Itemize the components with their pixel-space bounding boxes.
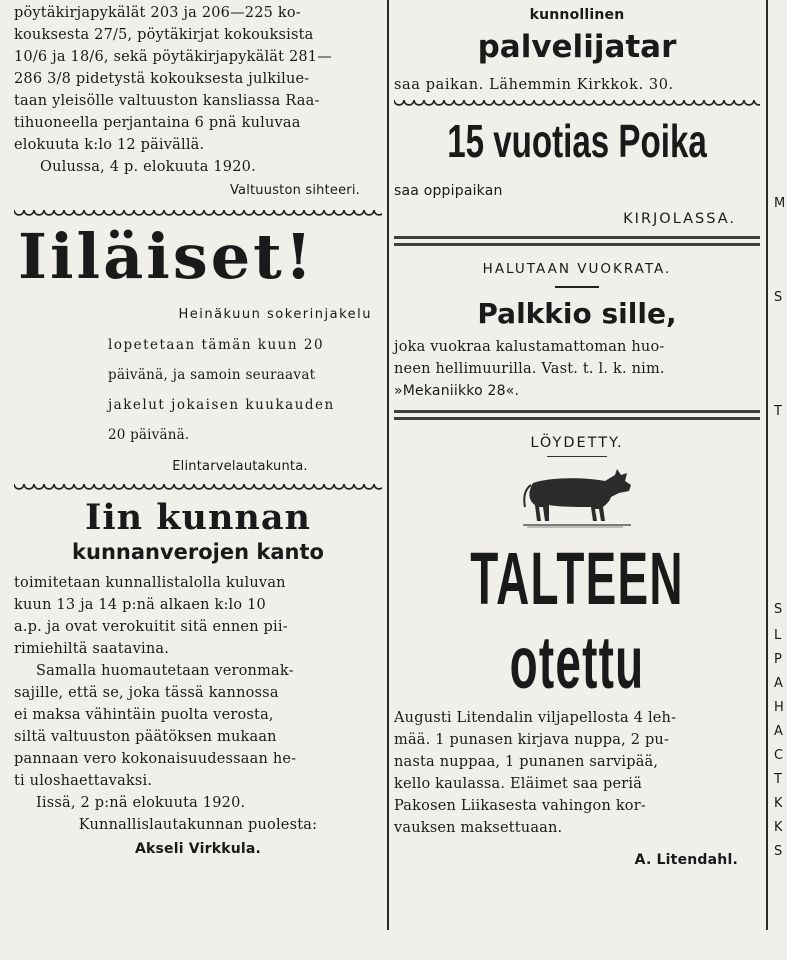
palkkio-title: Palkkio sille, bbox=[477, 297, 677, 330]
talteen-line: nasta nuppaa, 1 punanen sarvipää, bbox=[394, 754, 659, 770]
talteen-line: vauksen maksettuaan. bbox=[394, 820, 563, 836]
separator-double bbox=[394, 236, 760, 246]
talteen-line: mää. 1 punasen kirjava nuppa, 2 pu- bbox=[394, 732, 670, 748]
notice-line: kouksesta 27/5, pöytäkirjat kokouksista bbox=[14, 27, 314, 43]
column-divider-left bbox=[387, 0, 389, 930]
edge-letter: S bbox=[774, 290, 783, 305]
vuokrata-heading: HALUTAAN VUOKRATA. bbox=[482, 261, 672, 277]
edge-letter: P bbox=[774, 652, 782, 667]
edge-letter: S bbox=[774, 844, 783, 859]
edge-letter: C bbox=[774, 748, 784, 763]
edge-letter: K bbox=[774, 796, 783, 811]
edge-letter: K bbox=[774, 820, 783, 835]
tax-line: sajille, että se, joka tässä kannossa bbox=[14, 685, 279, 701]
poika-place: KIRJOLASSA. bbox=[623, 211, 736, 227]
edge-letter: H bbox=[774, 700, 784, 715]
edge-letter: T bbox=[774, 404, 782, 419]
separator-wavy bbox=[14, 210, 382, 220]
notice-line: pöytäkirjapykälät 203 ja 206—225 ko- bbox=[14, 5, 301, 21]
edge-letter: L bbox=[774, 628, 782, 643]
edge-letter: A bbox=[774, 724, 783, 739]
notice-place: Oulussa, 4 p. elokuuta 1920. bbox=[40, 159, 256, 175]
notice-block bbox=[14, 2, 382, 202]
edge-letter: S bbox=[774, 602, 783, 617]
separator-double bbox=[394, 410, 760, 420]
palvelijatar-title: palvelijatar bbox=[477, 29, 677, 65]
notice-line: tihuoneella perjantaina 6 pnä kuluvaa bbox=[14, 115, 301, 131]
sugar-notice bbox=[14, 300, 382, 478]
column-divider-right bbox=[766, 0, 768, 930]
notice-line: 10/6 ja 18/6, sekä pöytäkirjapykälät 281— bbox=[14, 49, 332, 65]
talteen-signature: A. Litendahl. bbox=[634, 852, 738, 868]
palvelijatar-ad bbox=[394, 4, 760, 96]
column-b bbox=[394, 0, 760, 871]
sugar-line: Heinäkuun sokerinjakelu bbox=[178, 307, 372, 322]
palvelijatar-text: saa paikan. Lähemmin Kirkkok. 30. bbox=[394, 77, 674, 93]
tax-line: toimitetaan kunnallistalolla kuluvan bbox=[14, 575, 286, 591]
talteen-line: kello kaulassa. Eläimet saa periä bbox=[394, 776, 643, 792]
tax-place: Iissä, 2 p:nä elokuuta 1920. bbox=[36, 795, 246, 811]
separator-wavy bbox=[14, 484, 382, 494]
iin-subtitle: kunnanverojen kanto bbox=[72, 540, 324, 564]
palkkio-line: neen hellimuurilla. Vast. t. l. k. nim. bbox=[394, 361, 665, 377]
tax-line: siltä valtuuston päätöksen mukaan bbox=[14, 729, 277, 745]
talteen-line: Augusti Litendalin viljapellosta 4 leh- bbox=[394, 710, 677, 726]
iin-title: Iin kunnan bbox=[84, 497, 311, 538]
iilaiset-title: Iiläiset! bbox=[18, 220, 316, 293]
tax-line: pannaan vero kokonaisuudessaan he- bbox=[14, 751, 297, 767]
tax-line: ti uloshaettavaksi. bbox=[14, 773, 153, 789]
palkkio-nim: »Mekaniikko 28«. bbox=[394, 383, 520, 399]
edge-letter: M bbox=[774, 196, 786, 211]
edge-letter: A bbox=[774, 676, 783, 691]
poika-ad bbox=[394, 114, 760, 230]
cow-illustration bbox=[519, 463, 635, 533]
tax-signature: Akseli Virkkula. bbox=[134, 841, 262, 857]
sugar-line: 20 päivänä. bbox=[108, 427, 190, 443]
talteen-title: TALTEEN otettu bbox=[470, 537, 684, 704]
tax-line: ei maksa vähintäin puolta verosta, bbox=[14, 707, 274, 723]
edge-letter: T bbox=[774, 772, 782, 787]
poika-text: saa oppipaikan bbox=[394, 183, 503, 199]
loydetty-ad bbox=[394, 432, 760, 871]
tax-line: Samalla huomautetaan veronmak- bbox=[36, 663, 294, 679]
sugar-line: jakelut jokaisen kuukauden bbox=[108, 397, 335, 413]
sugar-line: päivänä, ja samoin seuraavat bbox=[108, 367, 316, 383]
notice-line: taan yleisölle valtuuston kansliassa Raa- bbox=[14, 93, 320, 109]
top-line: kunnollinen bbox=[529, 7, 625, 23]
iin-kunnan-ad bbox=[14, 498, 382, 860]
notice-line: elokuuta k:lo 12 päivällä. bbox=[14, 137, 205, 153]
separator-wavy bbox=[394, 100, 760, 110]
palkkio-line: joka vuokraa kalustamattoman huo- bbox=[394, 339, 665, 355]
loydetty-heading: LÖYDETTY. bbox=[530, 435, 624, 451]
notice-signature: Valtuuston sihteeri. bbox=[229, 183, 360, 198]
tax-line: rimiehiltä saatavina. bbox=[14, 641, 170, 657]
poika-title: 15 vuotias Poika bbox=[447, 115, 707, 167]
tax-line: kuun 13 ja 14 p:nä alkaen k:lo 10 bbox=[14, 597, 266, 613]
short-rule bbox=[555, 286, 599, 288]
column-a bbox=[14, 0, 382, 860]
tax-board: Kunnallislautakunnan puolesta: bbox=[78, 817, 318, 833]
notice-line: 286 3/8 pidetystä kokouksesta julkilue- bbox=[14, 71, 310, 87]
talteen-line: Pakosen Liikasesta vahingon kor- bbox=[394, 798, 646, 814]
iilaiset-ad bbox=[14, 220, 382, 478]
sugar-signature: Elintarvelautakunta. bbox=[172, 459, 308, 474]
sugar-line: lopetetaan tämän kuun 20 bbox=[108, 337, 325, 353]
tax-line: a.p. ja ovat verokuitit sitä ennen pii- bbox=[14, 619, 288, 635]
vuokrata-ad bbox=[394, 258, 760, 402]
short-rule bbox=[547, 456, 607, 457]
